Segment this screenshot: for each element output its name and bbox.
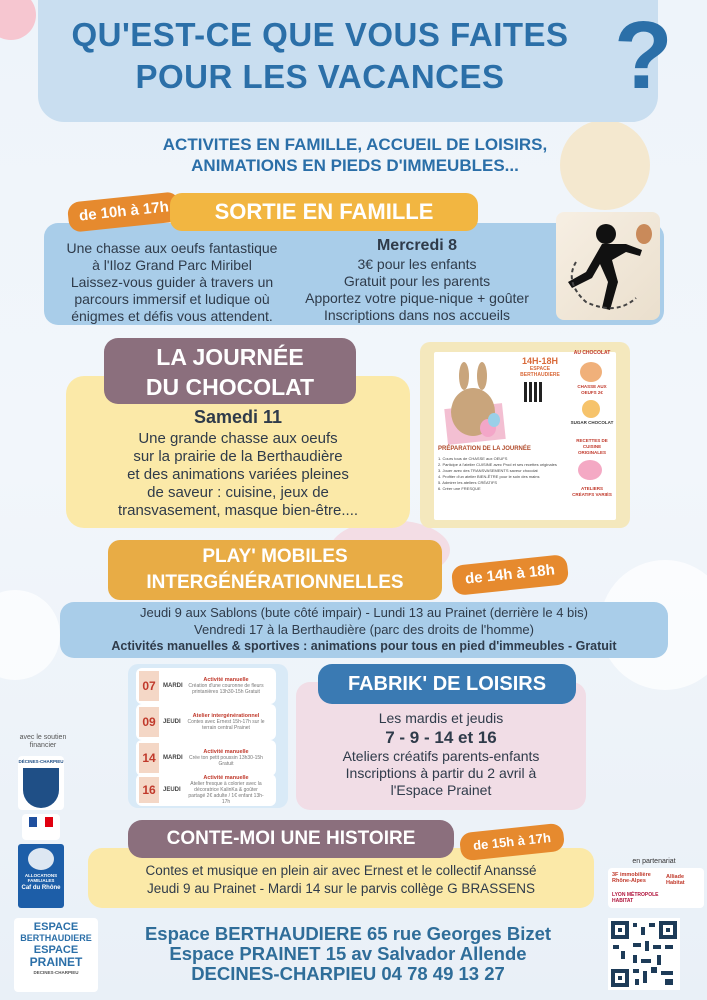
footer-address: Espace BERTHAUDIERE 65 rue Georges Bizet Espace PRAINET 15 av Salvador Allende DECINES-CHARPIEU 04 78 49 13 27: [144, 923, 552, 984]
conte-details: Contes et musique en plein air avec Ernest et le collectif Ananssé Jeudi 9 au Prainet - Mardi 14 sur le parvis collège G BRASSENS: [145, 863, 537, 896]
playmobiles-time-badge: de 14h à 18h: [451, 554, 570, 596]
subtitle: ACTIVITES EN FAMILLE, ACCUEIL DE LOISIRS, ANIMATIONS EN PIEDS D'IMMEUBLES...: [162, 135, 548, 175]
poster-prep-list: 1. Cours tous de CHASSE aux OEUFS 2. Participe à l'atelier CUISINE avec Prod et ses recettes originales 3. Jouer avec des TRANSVASEMENTS saveur chocolat 4. Profiter d'un atelier BIEN-ÊTRE pour le soin des mains 5. Admirer les ateliers CRÉATIFS 6. Créer une FRESQUE: [438, 456, 557, 491]
decor-blob: [0, 0, 36, 40]
caf-logo: ALLOCATIONS FAMILIALES Caf du Rhône: [18, 844, 64, 908]
cupcake-icon: [582, 400, 600, 418]
chocolat-poster: [420, 342, 630, 528]
calendar-panel: [128, 664, 288, 808]
question-mark-icon: ?: [614, 2, 673, 109]
playmobiles-title: PLAY' MOBILES INTERGÉNÉRATIONNELLES: [108, 540, 442, 600]
decor-blob: [0, 590, 60, 680]
qr-pattern: [611, 921, 677, 987]
sortie-date: Mercredi 8: [376, 237, 458, 254]
flower-icon: [578, 460, 602, 480]
poster-venue: ESPACE BERTHAUDIERE: [520, 366, 560, 378]
runner-illustration: [556, 212, 660, 320]
partners-logos: 3F immobilière Rhône-Alpes Alliade Habitat LYON MÉTROPOLE HABITAT: [608, 868, 704, 908]
poster-time: 14H-18H: [521, 356, 559, 366]
poster-top-right: AU CHOCOLAT: [573, 350, 611, 356]
decines-logo: DÉCINES-CHARPIEU: [18, 756, 64, 810]
calendar-row: 14 MARDI Activité manuelle Crée ton petit poussin 13h30-15h Gratuit: [136, 740, 276, 776]
poster-prep-title: PRÉPARATION DE LA JOURNÉE: [438, 446, 531, 452]
partner-label: en partenariat: [632, 858, 676, 865]
poster-side-illustrations: CHASSE AUX OEUFS 2€ SUGAR CHOCOLAT RECETTES DE CUISINE ORIGINALES ATELIERS CRÉATIFS VARIÉS: [570, 362, 614, 506]
page-title: QU'EST-CE QUE VOUS FAITES POUR LES VACANCES: [71, 16, 569, 95]
caf-emblem-icon: [28, 848, 54, 870]
french-flag-icon: [29, 817, 53, 827]
playmobiles-details: Jeudi 9 aux Sablons (bute côté impair) - Lundi 13 au Prainet (derrière le 4 bis) Vendredi 17 à la Berthaudière (parc des droits de l'homme) Activités manuelles & sportives : animations pour tous en pied d'immeubles - Gratuit: [111, 605, 617, 653]
sortie-description: Une chasse aux oeufs fantastique à l'Iloz Grand Parc Miribel Laissez-vous guider à travers un parcours immersif et ludique où énigmes et défis vous attendent.: [66, 240, 278, 324]
sortie-time-badge: de 10h à 17h: [67, 191, 182, 233]
chocolat-details: Samedi 11 Une grande chasse aux oeufs sur la prairie de la Berthaudière et des animations variées pleines de saveur : cuisine, jeux de transvasement, masque bien-être....: [70, 406, 406, 520]
city-crest-icon: [23, 768, 59, 808]
republique-logo: [22, 814, 60, 840]
fabrik-details: Les mardis et jeudis 7 - 9 - 14 et 16 Ateliers créatifs parents-enfants Inscriptions à partir du 2 avril à l'Espace Prainet: [342, 710, 540, 798]
espace-logo: ESPACE BERTHAUDIERE ESPACE PRAINET DECINES-CHARPIEU: [14, 918, 98, 992]
conte-time-badge: de 15h à 17h: [459, 823, 565, 862]
calendar-row: 07 MARDI Activité manuelle Création d'une couronne de fleurs printanières 13h30-15h Gratuit: [136, 668, 276, 704]
conte-title: CONTE-MOI UNE HISTOIRE: [128, 820, 454, 858]
calendar-row: 09 JEUDI Atelier intergénérationnel Contes avec Ernest 15h-17h sur le terrain central Prainet: [136, 704, 276, 740]
chocolat-title: LA JOURNÉE DU CHOCOLAT: [104, 338, 356, 404]
egg-icon: [580, 362, 602, 382]
bunny-illustration: [442, 362, 508, 446]
bunny-icon: [442, 362, 508, 446]
fabrik-title: FABRIK' DE LOISIRS: [318, 664, 576, 704]
qr-code-icon[interactable]: [608, 918, 680, 990]
poster-qr-icon: [524, 382, 544, 402]
runner-silhouette-icon: [556, 212, 660, 320]
sortie-title: SORTIE EN FAMILLE: [170, 193, 478, 231]
calendar-row: 16 JEUDI Activité manuelle Atelier fresque à colorier avec la décoratrice KalinKa & goûter partagé 2€ adulte / 1€ enfant 13h-17h: [136, 774, 276, 806]
chocolat-date: Samedi 11: [193, 407, 283, 427]
sortie-details: Mercredi 8 3€ pour les enfants Gratuit pour les parents Apportez votre pique-nique + goûter Inscriptions dans nos accueils: [292, 236, 542, 324]
support-label: avec le soutien financier: [19, 734, 67, 749]
